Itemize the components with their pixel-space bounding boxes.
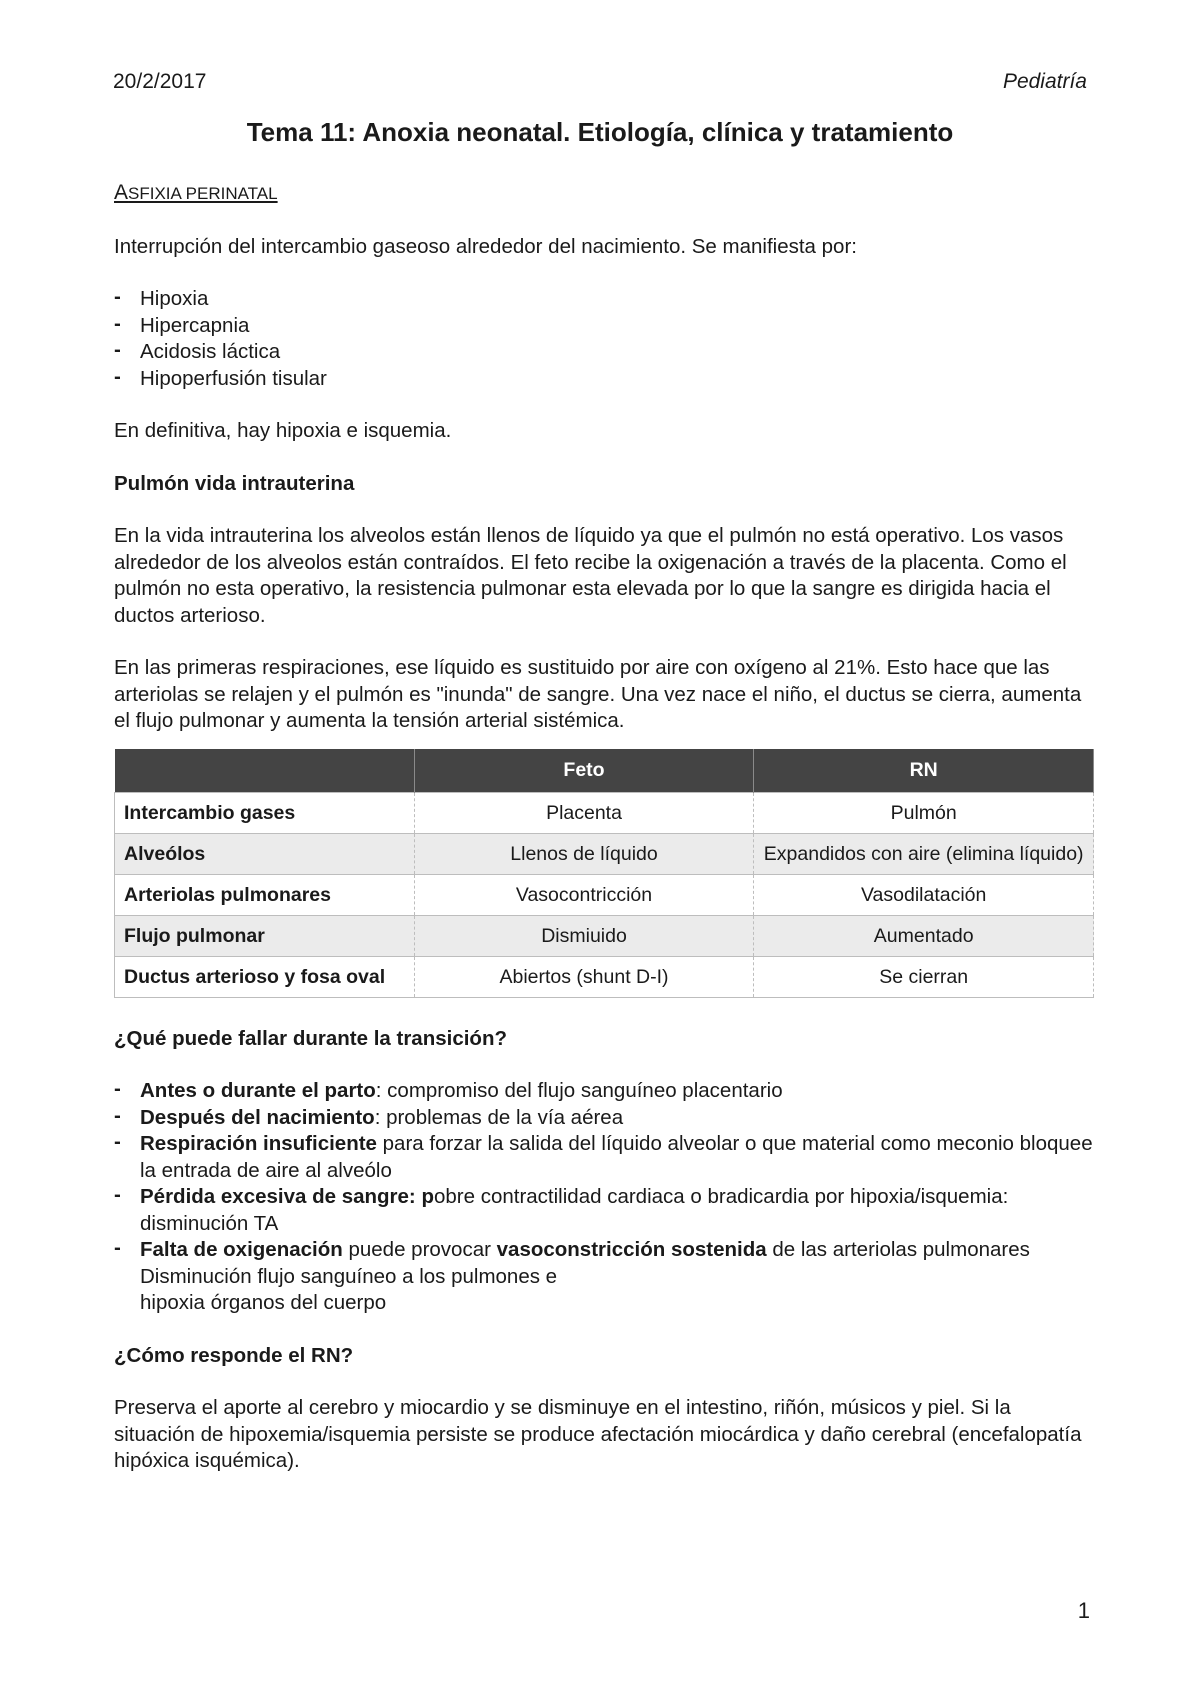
table-cell: Aumentado (754, 915, 1094, 956)
table-header-cell (115, 749, 415, 793)
table-cell: Ductus arterioso y fosa oval (115, 956, 415, 997)
header-subject: Pediatría (1002, 70, 1087, 93)
item-bold: Falta de oxigenación (140, 1238, 343, 1261)
item-text: de las arteriolas pulmonares Disminución flujo sanguíneo a los pulmones e (140, 1238, 1030, 1288)
table-cell: Se cierran (754, 956, 1094, 997)
list-item (114, 1131, 1094, 1184)
section-heading-pulmon: Pulmón vida intrauterina (114, 471, 355, 495)
item-text: para forzar la salida del líquido alveolar o que material como meconio bloquee la entrada de aire al alveólo (140, 1132, 1093, 1182)
table-cell: Llenos de líquido (414, 833, 754, 874)
paragraph-response: Preserva el aporte al cerebro y miocardio y se disminuye en el intestino, riñón, músicos y piel. Si la situación de hipoxemia/isquemia persiste se produce afectación miocárdica y daño cerebral (encefalopatía hipóxica isquémica). (114, 1396, 1082, 1472)
section-heading-response: ¿Cómo responde el RN? (114, 1343, 354, 1367)
symptom-list (114, 286, 1094, 392)
table-cell: Dismiuido (414, 915, 754, 956)
item-text: : problemas de la vía aérea (374, 1105, 624, 1129)
failure-list (114, 1078, 1094, 1317)
heading-initial: A (114, 181, 129, 204)
table-header-cell: Feto (414, 749, 754, 793)
table-row (115, 956, 1094, 997)
item-text: hipoxia órganos del cuerpo (140, 1291, 387, 1314)
document-body (114, 180, 1094, 1475)
table-row (115, 833, 1094, 874)
table-cell: Abiertos (shunt D-I) (414, 956, 754, 997)
table-cell: Placenta (414, 792, 754, 833)
table-cell: Vasocontricción (414, 874, 754, 915)
list-item (114, 1184, 1094, 1237)
list-item (114, 1105, 1094, 1132)
comparison-table (114, 749, 1094, 998)
list-item: - Hipoperfusión tisular (114, 366, 1094, 393)
item-bold: Pérdida excesiva de sangre: p (140, 1185, 434, 1208)
list-item: - Acidosis láctica (114, 339, 1094, 366)
list-item: - Hipoxia (114, 286, 1094, 313)
item-bold: Antes o durante el parto (140, 1079, 376, 1102)
list-item: - Hipercapnia (114, 313, 1094, 340)
page-number: 1 (1077, 1598, 1090, 1623)
list-item (114, 1237, 1094, 1317)
item-text: : compromiso del flujo sanguíneo placentario (375, 1079, 783, 1102)
paragraph-intrauterine: En la vida intrauterina los alveolos están llenos de líquido ya que el pulmón no está operativo. Los vasos alrededor de los alveolos están contraídos. El feto recibe la oxigenación a través de la placenta. Como el pulmón no esta operativo, la resistencia pulmonar esta elevada por lo que la sangre es dirigida hacia el ductos arterioso. (114, 524, 1067, 627)
table-cell: Arteriolas pulmonares (115, 874, 415, 915)
table-cell: Expandidos con aire (elimina líquido) (754, 833, 1094, 874)
item-bold: Respiración insuficiente (140, 1132, 377, 1155)
document-title: Tema 11: Anoxia neonatal. Etiología, clínica y tratamiento (246, 117, 954, 147)
table-cell: Vasodilatación (754, 874, 1094, 915)
intro-paragraph: Interrupción del intercambio gaseoso alrededor del nacimiento. Se manifiesta por: (114, 234, 857, 258)
list-item (114, 1078, 1094, 1105)
item-text: puede provocar (342, 1238, 497, 1261)
item-bold: vasoconstricción sostenida (496, 1238, 767, 1261)
conclusion-paragraph: En definitiva, hay hipoxia e isquemia. (114, 419, 452, 442)
section-heading-asfixia (114, 180, 1094, 208)
table-cell: Alveólos (115, 833, 415, 874)
table-row (115, 792, 1094, 833)
item-text: obre contractilidad cardiaca o bradicardia por hipoxia/isquemia: disminución TA (140, 1185, 1009, 1235)
table-cell: Pulmón (754, 792, 1094, 833)
table-header-row (115, 749, 1094, 793)
section-heading-transition: ¿Qué puede fallar durante la transición? (114, 1026, 507, 1050)
table-cell: Flujo pulmonar (115, 915, 415, 956)
table-header-cell: RN (754, 749, 1094, 793)
paragraph-first-breaths: En las primeras respiraciones, ese líquido es sustituido por aire con oxígeno al 21%. Esto hace que las arteriolas se relajen y el pulmón es "inunda" de sangre. Una vez nace el niño, el ductus se cierra, aumenta el flujo pulmonar y aumenta la tensión arterial sistémica. (114, 656, 1082, 732)
heading-rest: SFIXIA PERINATAL (128, 184, 278, 203)
table-cell: Intercambio gases (115, 792, 415, 833)
item-bold: Después del nacimiento (140, 1105, 375, 1129)
table-row (115, 874, 1094, 915)
header-date: 20/2/2017 (113, 70, 207, 93)
table-row (115, 915, 1094, 956)
